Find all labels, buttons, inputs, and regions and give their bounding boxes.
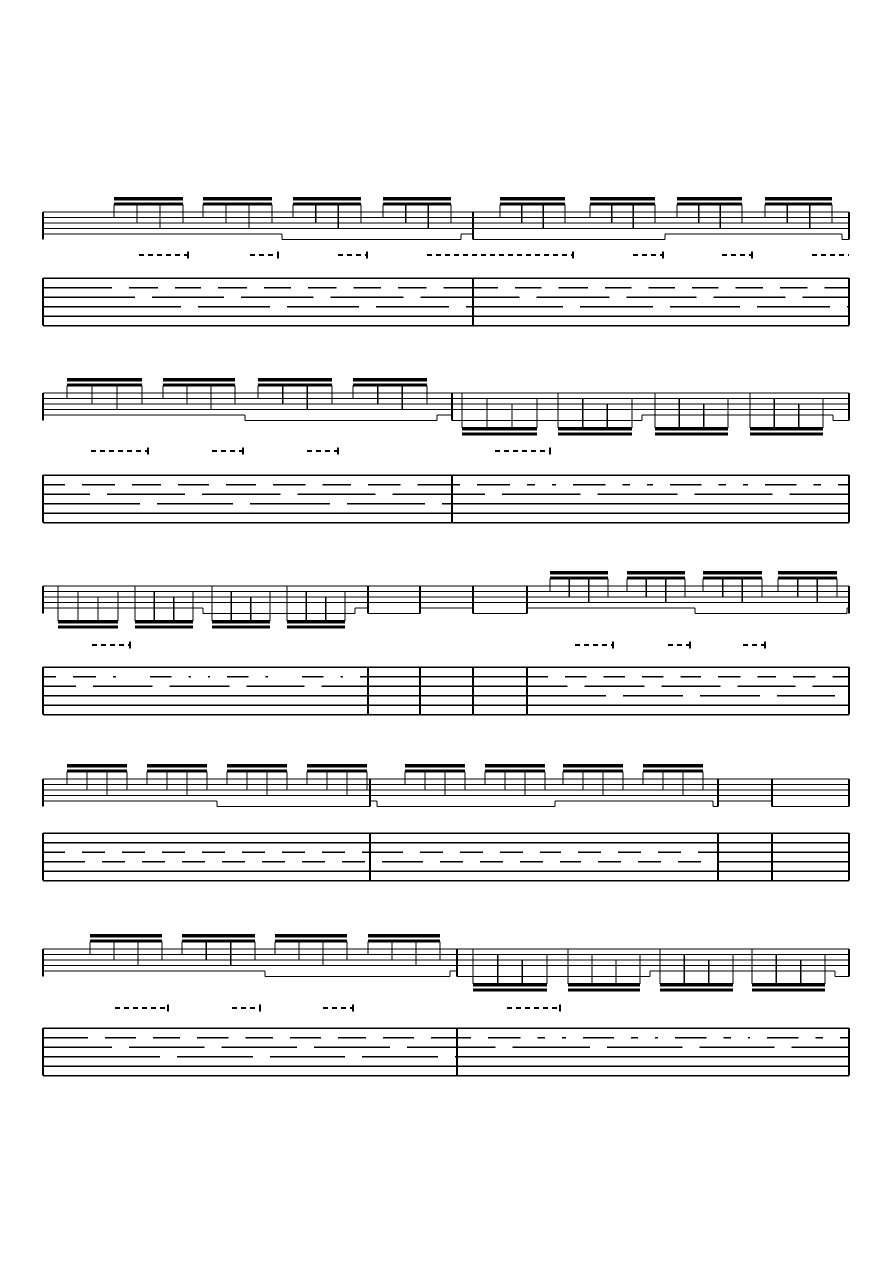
- system-1: [43, 197, 849, 326]
- system-4: [43, 764, 849, 881]
- tab-staff: [43, 278, 849, 326]
- tab-staff: [43, 475, 849, 523]
- let-ring-indicators: [91, 448, 550, 455]
- notation-staff: [43, 949, 849, 977]
- system-5: [43, 934, 849, 1076]
- notation-staff: [43, 586, 849, 614]
- notation-staff: [43, 212, 849, 240]
- tab-staff: [43, 833, 849, 881]
- tab-staff: [43, 1028, 849, 1076]
- beam-groups: [58, 571, 837, 629]
- let-ring-indicators: [115, 1005, 560, 1012]
- notation-staff: [43, 779, 849, 807]
- tab-staff: [43, 667, 849, 715]
- system-2: [43, 378, 849, 523]
- system-3: [43, 571, 849, 715]
- beam-groups: [67, 764, 703, 796]
- let-ring-indicators: [139, 252, 849, 259]
- beam-groups: [67, 378, 823, 436]
- let-ring-indicators: [92, 642, 765, 649]
